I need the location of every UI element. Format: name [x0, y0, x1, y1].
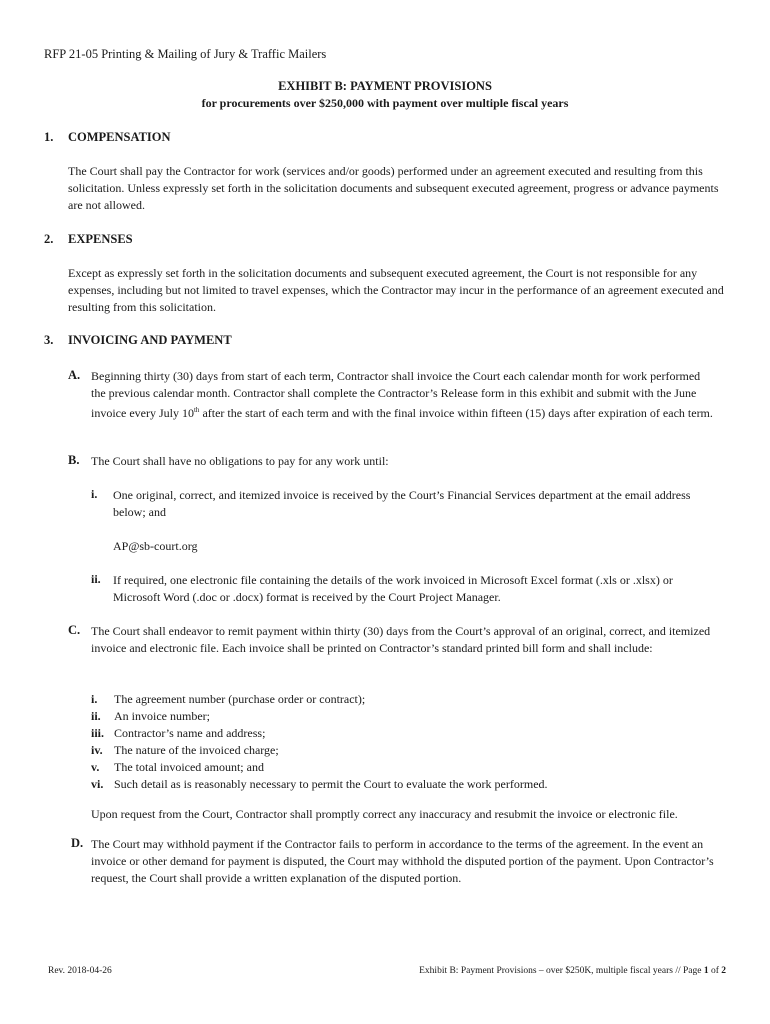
sub-item-ii-text: If required, one electronic file containing the details of the work invoiced in Microsoft Excel format (.xls or .xlsx) or Microsoft Word (.doc or .docx) format is received by the Court Project Manager. [113, 573, 673, 604]
exhibit-subtitle: for procurements over $250,000 with payment over multiple fiscal years [201, 96, 569, 110]
sub-item-number: ii. [91, 572, 101, 586]
item-c-text: The Court shall endeavor to remit payment within thirty (30) days from the Court’s approval of an original, correct, and itemized invoice and electronic file. Each invoice shall be printed on Contractor’s standard printed bill form and shall include: [91, 624, 711, 655]
sub-item-i-text: One original, correct, and itemized invoice is received by the Court’s Financial Services department at the email address below; and [113, 488, 691, 519]
section-number: 2. [44, 232, 54, 246]
email-address: AP@sb-court.org [113, 539, 198, 553]
item-b-text: The Court shall have no obligations to pay for any work until: [91, 454, 389, 468]
footer-page-info: Exhibit B: Payment Provisions – over $250K, multiple fiscal years // Page 1 of 2 [419, 966, 726, 976]
exhibit-title: EXHIBIT B: PAYMENT PROVISIONS [278, 79, 492, 93]
document-page: RFP 21-05 Printing & Mailing of Jury & Traffic Mailers EXHIBIT B: PAYMENT PROVISIONS for procurements over $250,000 with payment over multiple fiscal years 1. COMPENSATION The Court shall pay the Contractor for work (services and/or goods) performed under an agreement executed and resulting from this solicitation. Unless expressly set forth in the solicitation documents and subsequent executed agreement, progress or advance payments are not allowed. 2. EXPENSES Except as expressly set forth in the solicitation documents and subsequent executed agreement, the Court is not responsible for any expenses, including but not limited to travel expenses, which the Contractor may incur in the performance of an agreement executed and resulting from this solicitation. 3. INVOICING AND PAYMENT A. Beginning thirty (30) days from start of each term, Contractor shall invoice the Court each calendar month for work performed the previous calendar month. Contractor shall complete the Contractor’s Release form in this exhibit and submit with the June invoice every July 10th after the start of each term and with the final invoice within fifteen (15) days after expiration of each term. B. The Court shall have no obligations to pay for any work until: i. One original, correct, and itemized invoice is received by the Court’s Financial Services department at the email address below; and AP@sb-court.org ii. If required, one electronic file containing the details of the work invoiced in Microsoft Excel format (.xls or .xlsx) or Microsoft Word (.doc or .docx) format is received by the Court Project Manager. C. The Court shall endeavor to remit payment within thirty (30) days from the Court’s approval of an original, correct, and itemized invoice and electronic file. Each invoice shall be printed on Contractor’s standard printed bill form and shall include: i. The agreement number (purchase order or contract); ii. An invoice number; iii. Contractor’s name and address; iv. The nature of the invoiced charge; v. The total invoiced amount; and vi. Such detail as is reasonably necessary to permit the Court to evaluate the work performed. Upon request from the Court, Contractor shall promptly correct any inaccuracy and resubmit the invoice or electronic file. D. The Court may withhold payment if the Contractor fails to perform in accordance to the terms of the agreement. In the event an invoice or other demand for payment is disputed, the Court may withhold the disputed portion of the payment. Upon Contractor’s request, the Court shall provide a written explanation of the disputed portion. Rev. 2018-04-26 Exhibit B: Payment Provisions – over $250K, multiple fiscal years // Page 1 of 2 [0, 0, 770, 1024]
item-letter: C. [68, 623, 81, 637]
sub-item-number: i. [91, 487, 98, 501]
expenses-text: Except as expressly set forth in the solicitation documents and subsequent executed agreement, the Court is not responsible for any expenses, including but not limited to travel expenses, which the Contractor may incur in the performance of an agreement executed and resulting from this solicitation. [68, 266, 724, 314]
footer-revision: Rev. 2018-04-26 [48, 966, 112, 976]
item-d-text: The Court may withhold payment if the Contractor fails to perform in accordance to the terms of the agreement. In the event an invoice or other demand for payment is disputed, the Court may withhold the disputed portion of the payment. Upon Contractor’s request, the Court shall provide a written explanation of the disputed portion. [91, 837, 714, 885]
running-header: RFP 21-05 Printing & Mailing of Jury & Traffic Mailers [44, 47, 327, 61]
item-a-text: Beginning thirty (30) days from start of each term, Contractor shall invoice the Court each calendar month for work performed the previous calendar month. Contractor shall complete the Contractor’s Release form in this exhibit and submit with the June invoice every July 10th after the start of each term and with the final invoice within fifteen (15) days after expiration of each term. [91, 369, 713, 420]
section-number: 1. [44, 130, 54, 144]
item-letter: B. [68, 453, 80, 467]
section-heading-expenses: EXPENSES [68, 232, 133, 246]
section-number: 3. [44, 333, 54, 347]
section-heading-invoicing: INVOICING AND PAYMENT [68, 333, 232, 347]
item-letter: A. [68, 368, 81, 382]
item-letter: D. [71, 836, 84, 850]
section-heading-compensation: COMPENSATION [68, 130, 171, 144]
item-c-closing-text: Upon request from the Court, Contractor shall promptly correct any inaccuracy and resubmit the invoice or electronic file. [91, 807, 678, 821]
compensation-text: The Court shall pay the Contractor for work (services and/or goods) performed under an agreement executed and resulting from this solicitation. Unless expressly set forth in the solicitation documents and subsequent executed agreement, progress or advance payments are not allowed. [68, 164, 719, 212]
